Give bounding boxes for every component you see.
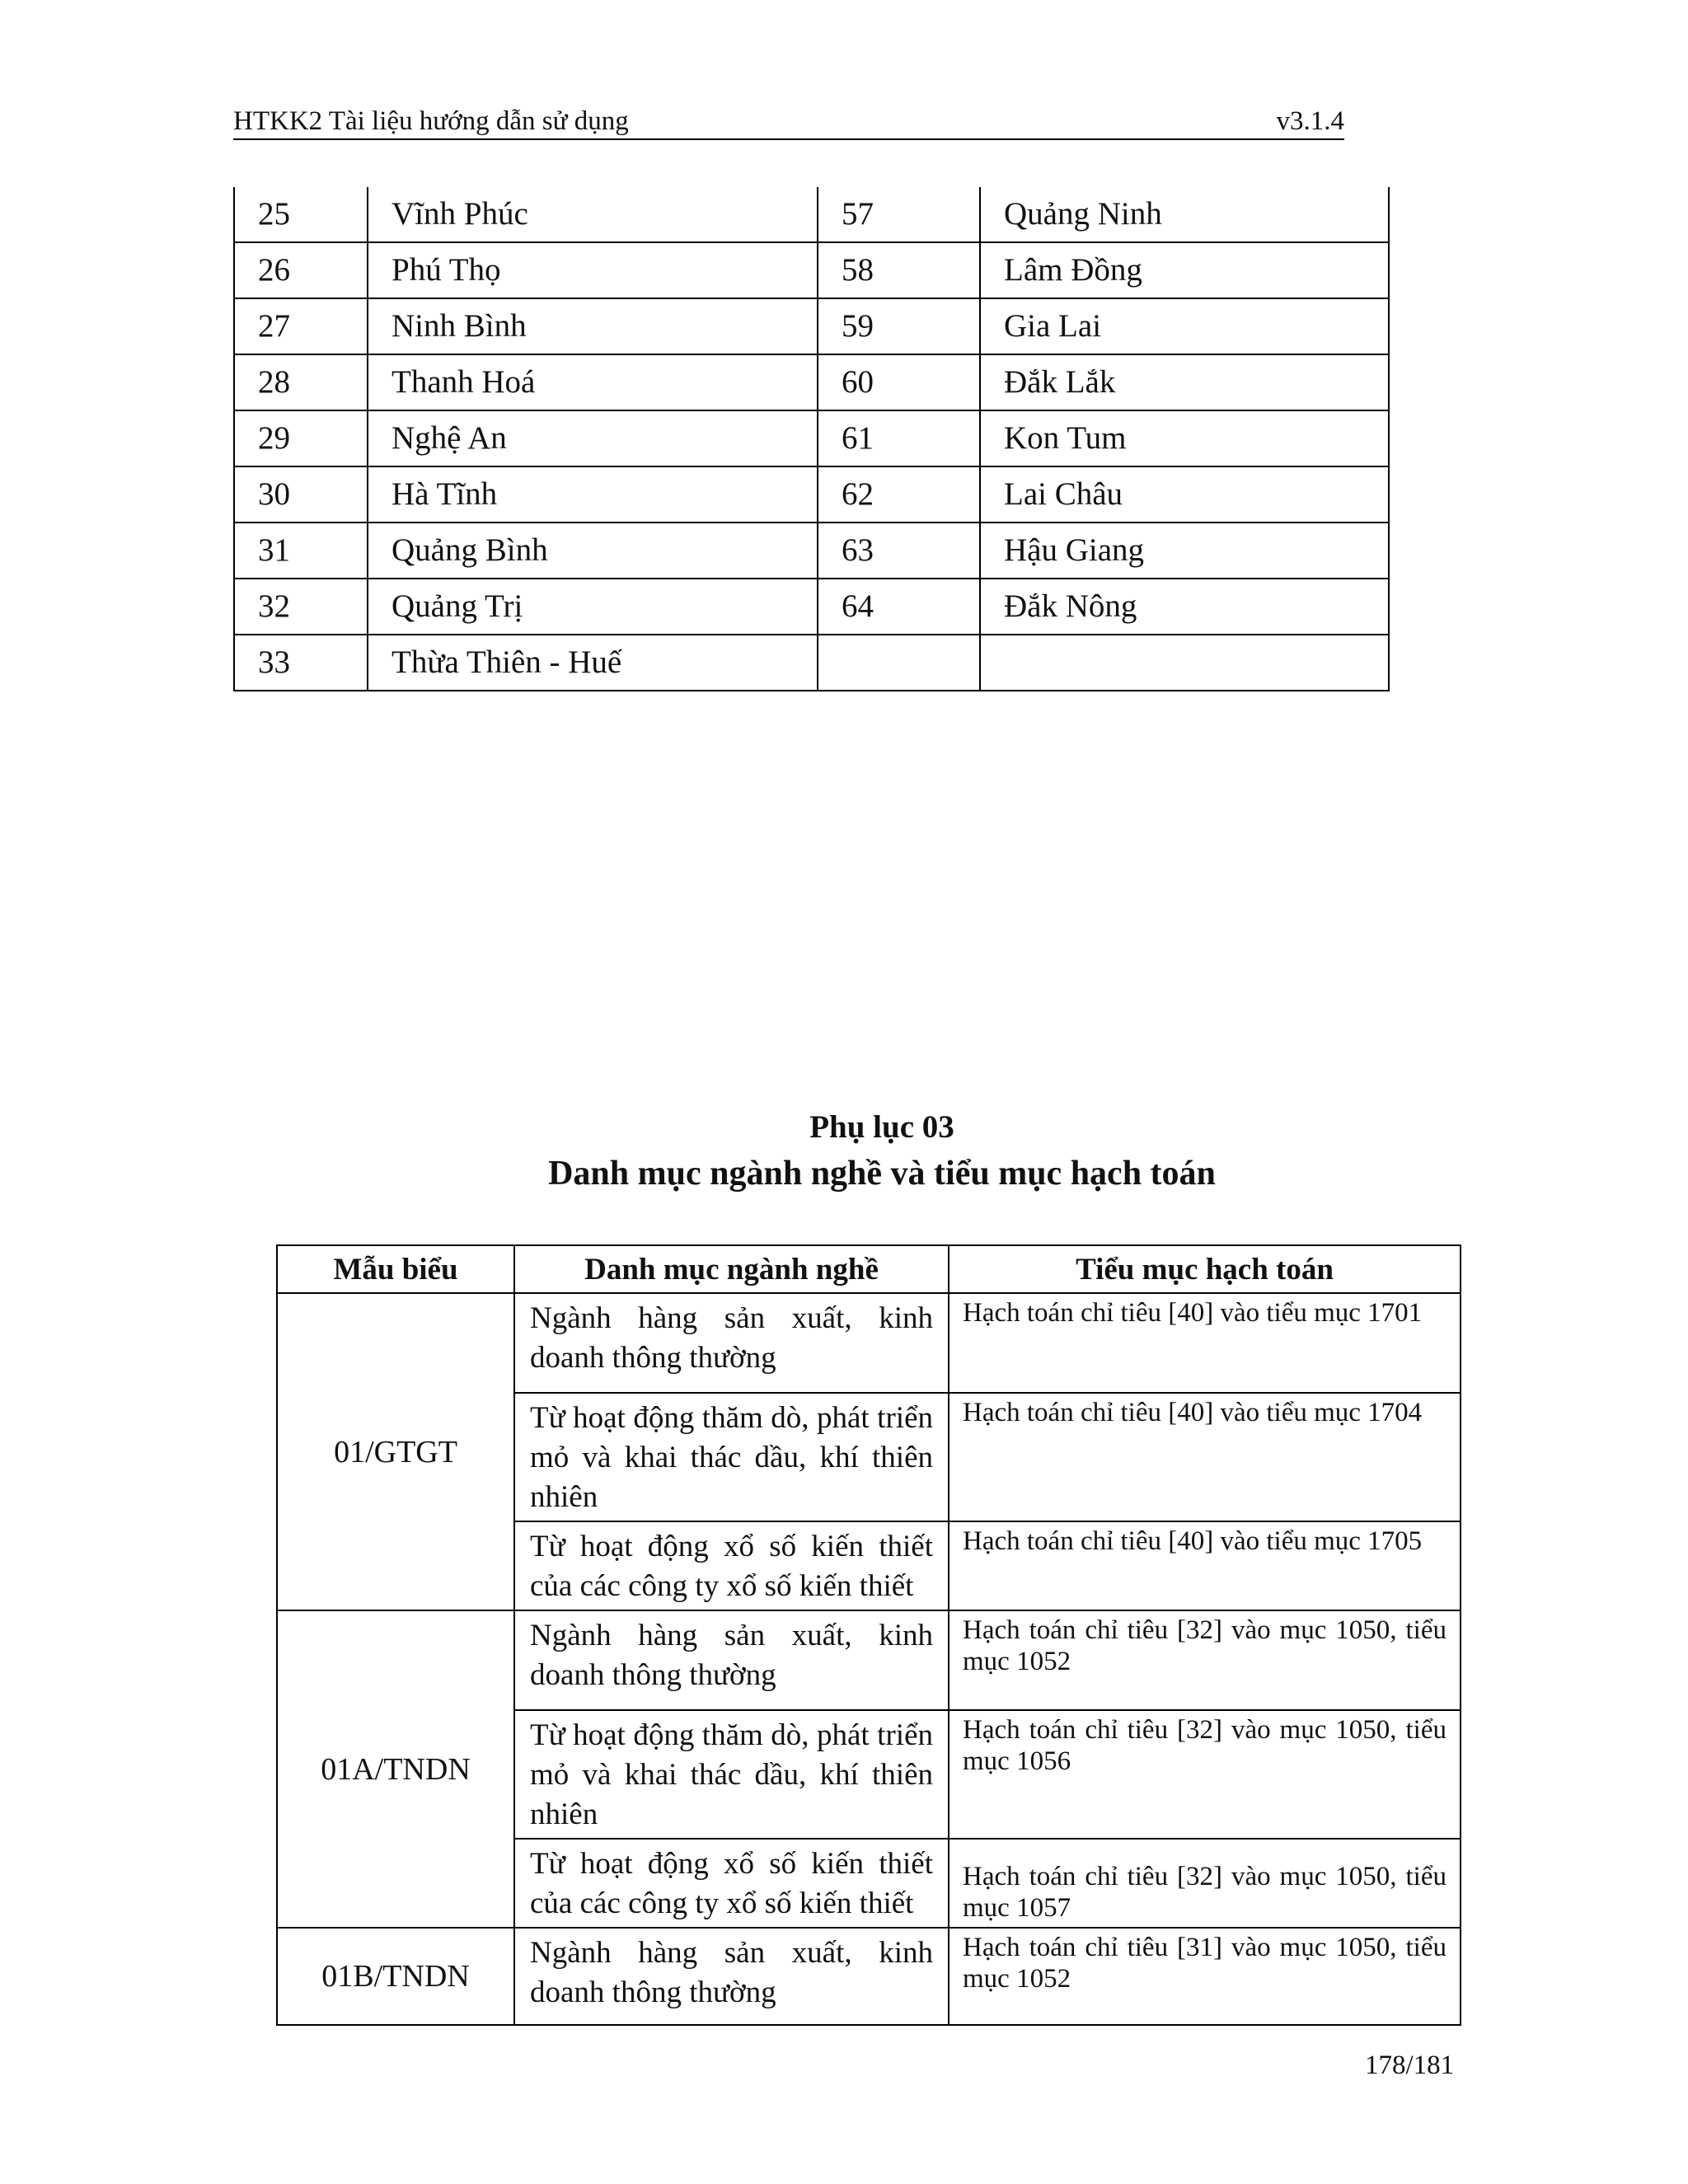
form-code: 01A/TNDN [277,1610,514,1928]
province-code: 30 [234,466,368,523]
province-name: Ninh Bình [368,298,818,354]
table-header-row [277,1245,1461,1293]
appendix-label: Phụ lục 03 [809,1109,954,1145]
province-name: Quảng Ninh [980,187,1389,242]
accounting-item: Hạch toán chỉ tiêu [31] vào mục 1050, tiểu mục 1052 [949,1928,1461,2025]
province-name: Kon Tum [980,410,1389,466]
table-row [277,1293,1461,1393]
province-code: 64 [818,579,980,635]
province-name: Hậu Giang [980,523,1389,579]
province-code: 57 [818,187,980,242]
accounting-item: Hạch toán chỉ tiêu [32] vào mục 1050, tiểu mục 1057 [949,1839,1461,1928]
industry-category: Từ hoạt động xổ số kiến thiết của các công ty xổ số kiến thiết [514,1839,949,1928]
province-code: 59 [818,298,980,354]
table-row [234,466,1389,523]
header-industry: Danh mục ngành nghề [514,1245,949,1293]
province-code: 32 [234,579,368,635]
province-code: 62 [818,466,980,523]
document-title: HTKK2 Tài liệu hướng dẫn sử dụng [233,106,629,136]
province-name: Hà Tĩnh [368,466,818,523]
province-code: 63 [818,523,980,579]
province-code: 25 [234,187,368,242]
province-code: 61 [818,410,980,466]
industry-category: Từ hoạt động xổ số kiến thiết của các công ty xổ số kiến thiết [514,1521,949,1610]
appendix-title: Danh mục ngành nghề và tiểu mục hạch toán [548,1155,1216,1193]
header-form: Mẫu biểu [277,1245,514,1293]
industry-catalog-table [276,1244,1461,2026]
table-row [234,242,1389,298]
page-number: 178/181 [1365,2050,1455,2080]
province-name: Đắk Nông [980,579,1389,635]
industry-category: Từ hoạt động thăm dò, phát triển mỏ và khai thác dầu, khí thiên nhiên [514,1710,949,1839]
province-name: Thanh Hoá [368,354,818,410]
province-code: 29 [234,410,368,466]
province-name: Vĩnh Phúc [368,187,818,242]
table-row [234,410,1389,466]
province-name: Phú Thọ [368,242,818,298]
province-code: 33 [234,635,368,691]
form-code: 01/GTGT [277,1293,514,1610]
province-code: 31 [234,523,368,579]
industry-category: Từ hoạt động thăm dò, phát triển mỏ và khai thác dầu, khí thiên nhiên [514,1393,949,1521]
province-name: Đắk Lắk [980,354,1389,410]
province-code [818,635,980,691]
accounting-item: Hạch toán chỉ tiêu [40] vào tiểu mục 1704 [949,1393,1461,1521]
province-name: Gia Lai [980,298,1389,354]
province-name: Thừa Thiên - Huế [368,635,818,691]
accounting-item: Hạch toán chỉ tiêu [32] vào mục 1050, tiểu mục 1056 [949,1710,1461,1839]
province-code-table [233,187,1390,691]
province-code: 26 [234,242,368,298]
industry-category: Ngành hàng sản xuất, kinh doanh thông thường [514,1293,949,1393]
form-code: 01B/TNDN [277,1928,514,2025]
province-name: Quảng Bình [368,523,818,579]
table-row [234,523,1389,579]
industry-category: Ngành hàng sản xuất, kinh doanh thông thường [514,1928,949,2025]
province-code: 58 [818,242,980,298]
table-row [277,1928,1461,2025]
province-name: Nghệ An [368,410,818,466]
province-name [980,635,1389,691]
table-row [234,579,1389,635]
table-row [234,298,1389,354]
table-row [234,354,1389,410]
accounting-item: Hạch toán chỉ tiêu [32] vào mục 1050, tiểu mục 1052 [949,1610,1461,1710]
header-account: Tiểu mục hạch toán [949,1245,1461,1293]
page-header [233,104,1344,140]
table-row [234,635,1389,691]
table-row [234,187,1389,242]
province-code: 27 [234,298,368,354]
province-name: Quảng Trị [368,579,818,635]
accounting-item: Hạch toán chỉ tiêu [40] vào tiểu mục 1705 [949,1521,1461,1610]
province-code: 28 [234,354,368,410]
industry-category: Ngành hàng sản xuất, kinh doanh thông thường [514,1610,949,1710]
accounting-item: Hạch toán chỉ tiêu [40] vào tiểu mục 1701 [949,1293,1461,1393]
table-row [277,1610,1461,1710]
province-name: Lâm Đồng [980,242,1389,298]
province-code: 60 [818,354,980,410]
province-name: Lai Châu [980,466,1389,523]
document-version: v3.1.4 [1276,106,1344,136]
